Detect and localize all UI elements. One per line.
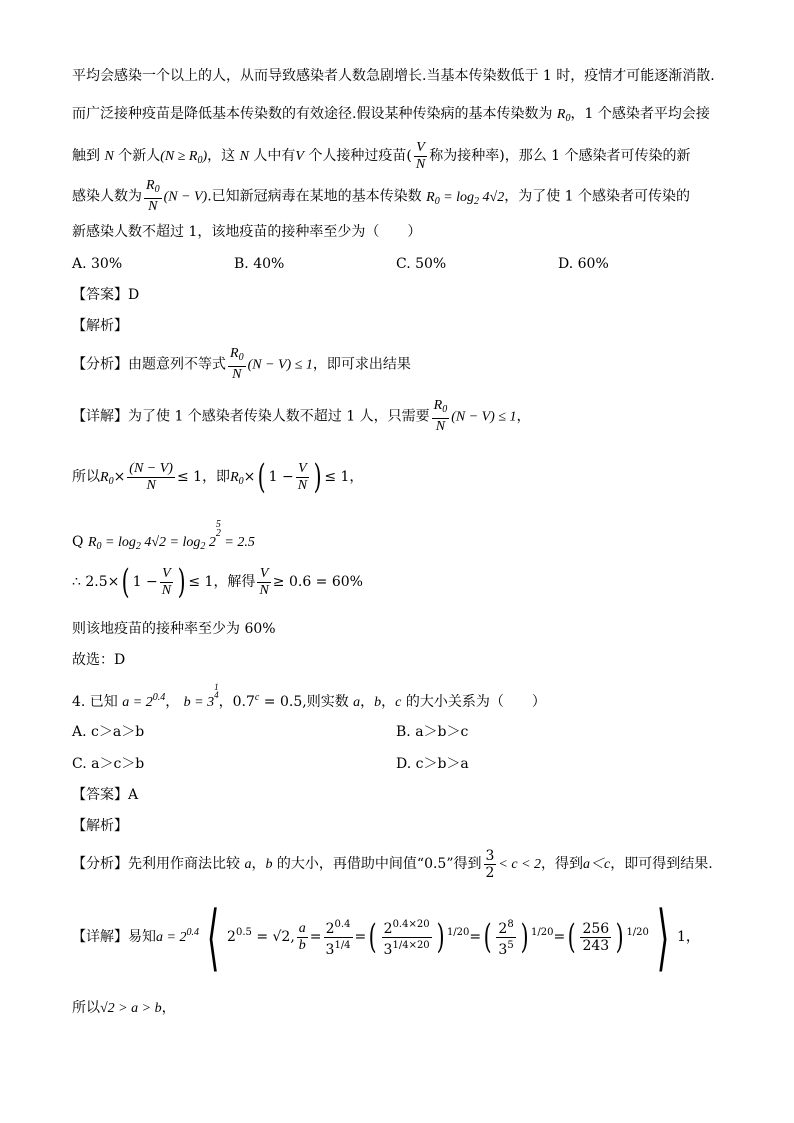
angle-open: ⟨	[206, 895, 220, 979]
text-seg: ，即	[202, 469, 231, 485]
fraction-V-N: $\frac{V}{N}$	[161, 565, 172, 598]
math-N: N	[239, 149, 249, 164]
math-R0: $R_0$	[230, 470, 244, 487]
text-seg: ，即可得到结果.	[610, 856, 713, 872]
fraction-V-N: $\frac{V}{N}$	[415, 139, 426, 172]
math-order: √2 > a > b	[100, 1001, 162, 1016]
text-seg: ，这	[207, 148, 236, 164]
paren-open: (	[122, 562, 130, 602]
math-cond: $(N \ge R_0)$	[160, 149, 208, 166]
fraction-V-N: $\frac{V}{N}$	[297, 460, 308, 493]
fraction-28-35: $\frac{2^8}{3^5}$	[498, 918, 514, 958]
text-seg: Q	[72, 534, 84, 550]
math-ineq: (N − V) ≤ 1	[247, 357, 313, 373]
math-V: V	[295, 149, 304, 164]
paren-close: )	[520, 917, 529, 957]
text-seg: ，	[516, 408, 531, 425]
q4-option-b: B. a＞b＞c	[396, 724, 469, 740]
math-a: a	[244, 857, 252, 872]
math-a-def: $a = 2^{0.4}$	[122, 692, 166, 710]
text-seg: ，得到	[541, 856, 584, 872]
exp-1-20: 1/20	[626, 927, 649, 938]
math-a-def: $a = 2^{0.4}$	[156, 927, 199, 945]
math-N: N	[104, 149, 114, 164]
text-seg: = 0.5,则实数	[259, 694, 349, 710]
q4-option-a: A. c＞a＞b	[72, 724, 145, 740]
fraction-R0-N: $\frac{R_0}{N}$	[230, 346, 244, 382]
q3-answer: 【答案】D	[72, 287, 140, 303]
q4-option-c: C. a＞c＞b	[72, 756, 145, 772]
fraction-V-N: $\frac{V}{N}$	[259, 565, 269, 598]
text-seg: 4. 已知	[72, 694, 118, 710]
angle-close: ⟩	[656, 895, 670, 979]
text-seg: 称为接种率)，那么 1 个感染者可传染的新	[429, 148, 691, 164]
paren-open: (	[368, 917, 377, 957]
q3-Q-line	[72, 520, 255, 561]
text-line-2	[72, 104, 710, 129]
paren-close: )	[436, 917, 445, 957]
option-a: A. 30%	[72, 256, 123, 272]
math-R0: $R_0$	[100, 470, 114, 487]
math-R0-def: $R_0 = \log_2 4√2$	[426, 189, 505, 207]
exp-1-20: 1/20	[446, 927, 470, 938]
math-c: c	[395, 695, 402, 710]
text-seg: 感染人数为	[72, 188, 142, 205]
fraction-R0-N: $\frac{R_0}{N}$	[433, 398, 448, 434]
math-b: b	[374, 695, 382, 710]
q4-answer: 【答案】A	[72, 787, 139, 803]
q3-jiexi: 【解析】	[72, 318, 128, 334]
text-seg: .已知新冠病毒在某地的基本传染数	[207, 188, 422, 205]
exp-1-20: 1/20	[530, 927, 554, 938]
paren-close: )	[615, 917, 624, 957]
text-seg: ，为了使 1 个感染者可传染的	[504, 188, 691, 205]
option-d: D. 60%	[558, 256, 609, 272]
q3-xiangjie	[72, 398, 531, 436]
q3-therefore-line: ∴ 2.5×( 1 − $\frac{V}{N}$ ) ≤ 1，解得 $\frac{V}{N}$ ≥ 0.6 = 60%	[72, 562, 363, 602]
text-seg: ，解得	[213, 574, 256, 590]
q4-stem: 4. 已知 $a = 2^{0.4}$， b = 3 $^{1 4}$ ，0.7$^c$ = 0.5,则实数 a，b，c 的大小关系为（ ）	[72, 682, 546, 710]
option-c: C. 50%	[396, 256, 447, 272]
text-seg: 而广泛接种疫苗是降低基本传染数的有效途径.假设某种传染病的基本传染数为	[72, 106, 553, 122]
fraction-R0-N: $\frac{R_0}{N}$	[146, 178, 160, 214]
q4-option-d: D. c＞b＞a	[396, 756, 469, 772]
fraction-3-2: $\frac{3}{2}$	[485, 847, 495, 881]
math-abc: a	[353, 695, 361, 710]
text-seg: ，1 个感染者平均会接	[570, 106, 710, 122]
text-seg: ，即可求出结果	[312, 356, 411, 373]
text-seg: 触到	[72, 148, 100, 164]
q4-xiangjie: 【详解】易知$a = 2^{0.4}$ ⟨ $2^{0.5} = √2$, $\frac{a}{b}$ = $\frac{2^{0.4}}{3^{1/4}}$ =( $\frac{2^{0.4\times 20}}{3^{1/4\times 20}}$ ) $^{1/20}$=( $\frac{2^8}{3^5}$ ) $^{1/20}$=( $\frac{256}{243}$ ) $^{1/20}$ ⟩ 1，	[72, 895, 700, 979]
text-seg: 所以	[72, 1000, 100, 1016]
q3-select: 故选：D	[72, 652, 126, 668]
math-c-range: < c < 2	[498, 857, 542, 872]
math-R0-calc: $R_0 = \log_2 4√2 = \log_2 2$ $^{5 2}$ = 2.5	[87, 519, 255, 552]
math-R0: $R_0$	[556, 107, 571, 124]
q3-conclusion: 则该地疫苗的接种率至少为 60%	[72, 621, 276, 637]
paren-open: (	[483, 917, 492, 957]
q4-jiexi: 【解析】	[72, 818, 128, 834]
text-seg: ，	[349, 469, 364, 485]
text-seg: ，0.7	[218, 694, 255, 710]
fraction-2-3: $\frac{2^{0.4}}{3^{1/4}}$	[325, 918, 351, 958]
paren-open: (	[258, 457, 266, 497]
math-b-def: b = 3 $^{1 4}$	[183, 682, 219, 710]
text-seg: ，	[161, 1000, 176, 1016]
text-seg: 【分析】先利用作商法比较	[72, 856, 240, 872]
text-line-3	[72, 138, 691, 179]
q3-fenxi	[72, 346, 411, 384]
option-b: B. 40%	[234, 256, 285, 272]
q4-fenxi: 【分析】先利用作商法比较 a，b 的大小，再借助中间值“0.5”得到 $\frac{3}{2}$ < c < 2，得到a＜c，即可得到结果.	[72, 847, 713, 881]
math-N-V: (N − V)	[163, 189, 208, 205]
text-seg: 个新人	[118, 148, 161, 164]
paren-open: (	[567, 917, 576, 957]
text-seg: ∴	[72, 574, 81, 590]
text-seg: 【详解】为了使 1 个感染者传染人数不超过 1 人，只需要	[72, 408, 430, 425]
math-b: b	[265, 857, 273, 872]
math-ineq: (N − V) ≤ 1	[451, 409, 517, 425]
paren-close: )	[177, 562, 186, 602]
text-line-4	[72, 178, 690, 220]
text-line-5: 新感染人数不超过 1，该地疫苗的接种率至少为（ ）	[72, 224, 422, 240]
q4-last	[72, 998, 176, 1019]
fraction-256-243: $\frac{256}{243}$	[582, 920, 610, 954]
text-seg: 人中有	[253, 148, 296, 164]
text-seg: 的大小关系为（ ）	[405, 694, 546, 710]
paren-close: )	[313, 457, 322, 497]
text-seg: 【详解】易知	[72, 929, 156, 945]
q3-suoyi: 所以$R_0\times$ $\frac{(N - V)}{N}$ ≤ 1，即$R_0\times$( 1 − $\frac{V}{N}$ ) ≤ 1，	[72, 457, 364, 497]
text-seg: 【分析】由题意列不等式	[72, 356, 226, 373]
text-seg: 的大小，再借助中间值“0.5”得到	[276, 856, 482, 872]
math-c-exp: c	[254, 692, 260, 703]
fraction-a-b: $\frac{a}{b}$	[298, 920, 306, 953]
fraction-2-3-x20: $\frac{2^{0.4\times 20}}{3^{1/4\times 20}}$	[383, 918, 430, 958]
text-seg: 个人接种过疫苗(	[308, 148, 412, 164]
math-a-lt-c: a＜c	[583, 857, 611, 872]
text-seg: 所以	[72, 469, 100, 485]
text-line-1: 平均会感染一个以上的人，从而导致感染者人数急剧增长.当基本传染数低于 1 时，疫情才可能逐渐消散.	[72, 68, 715, 84]
fraction-NV-N: $\frac{(N - V)}{N}$	[129, 460, 173, 493]
